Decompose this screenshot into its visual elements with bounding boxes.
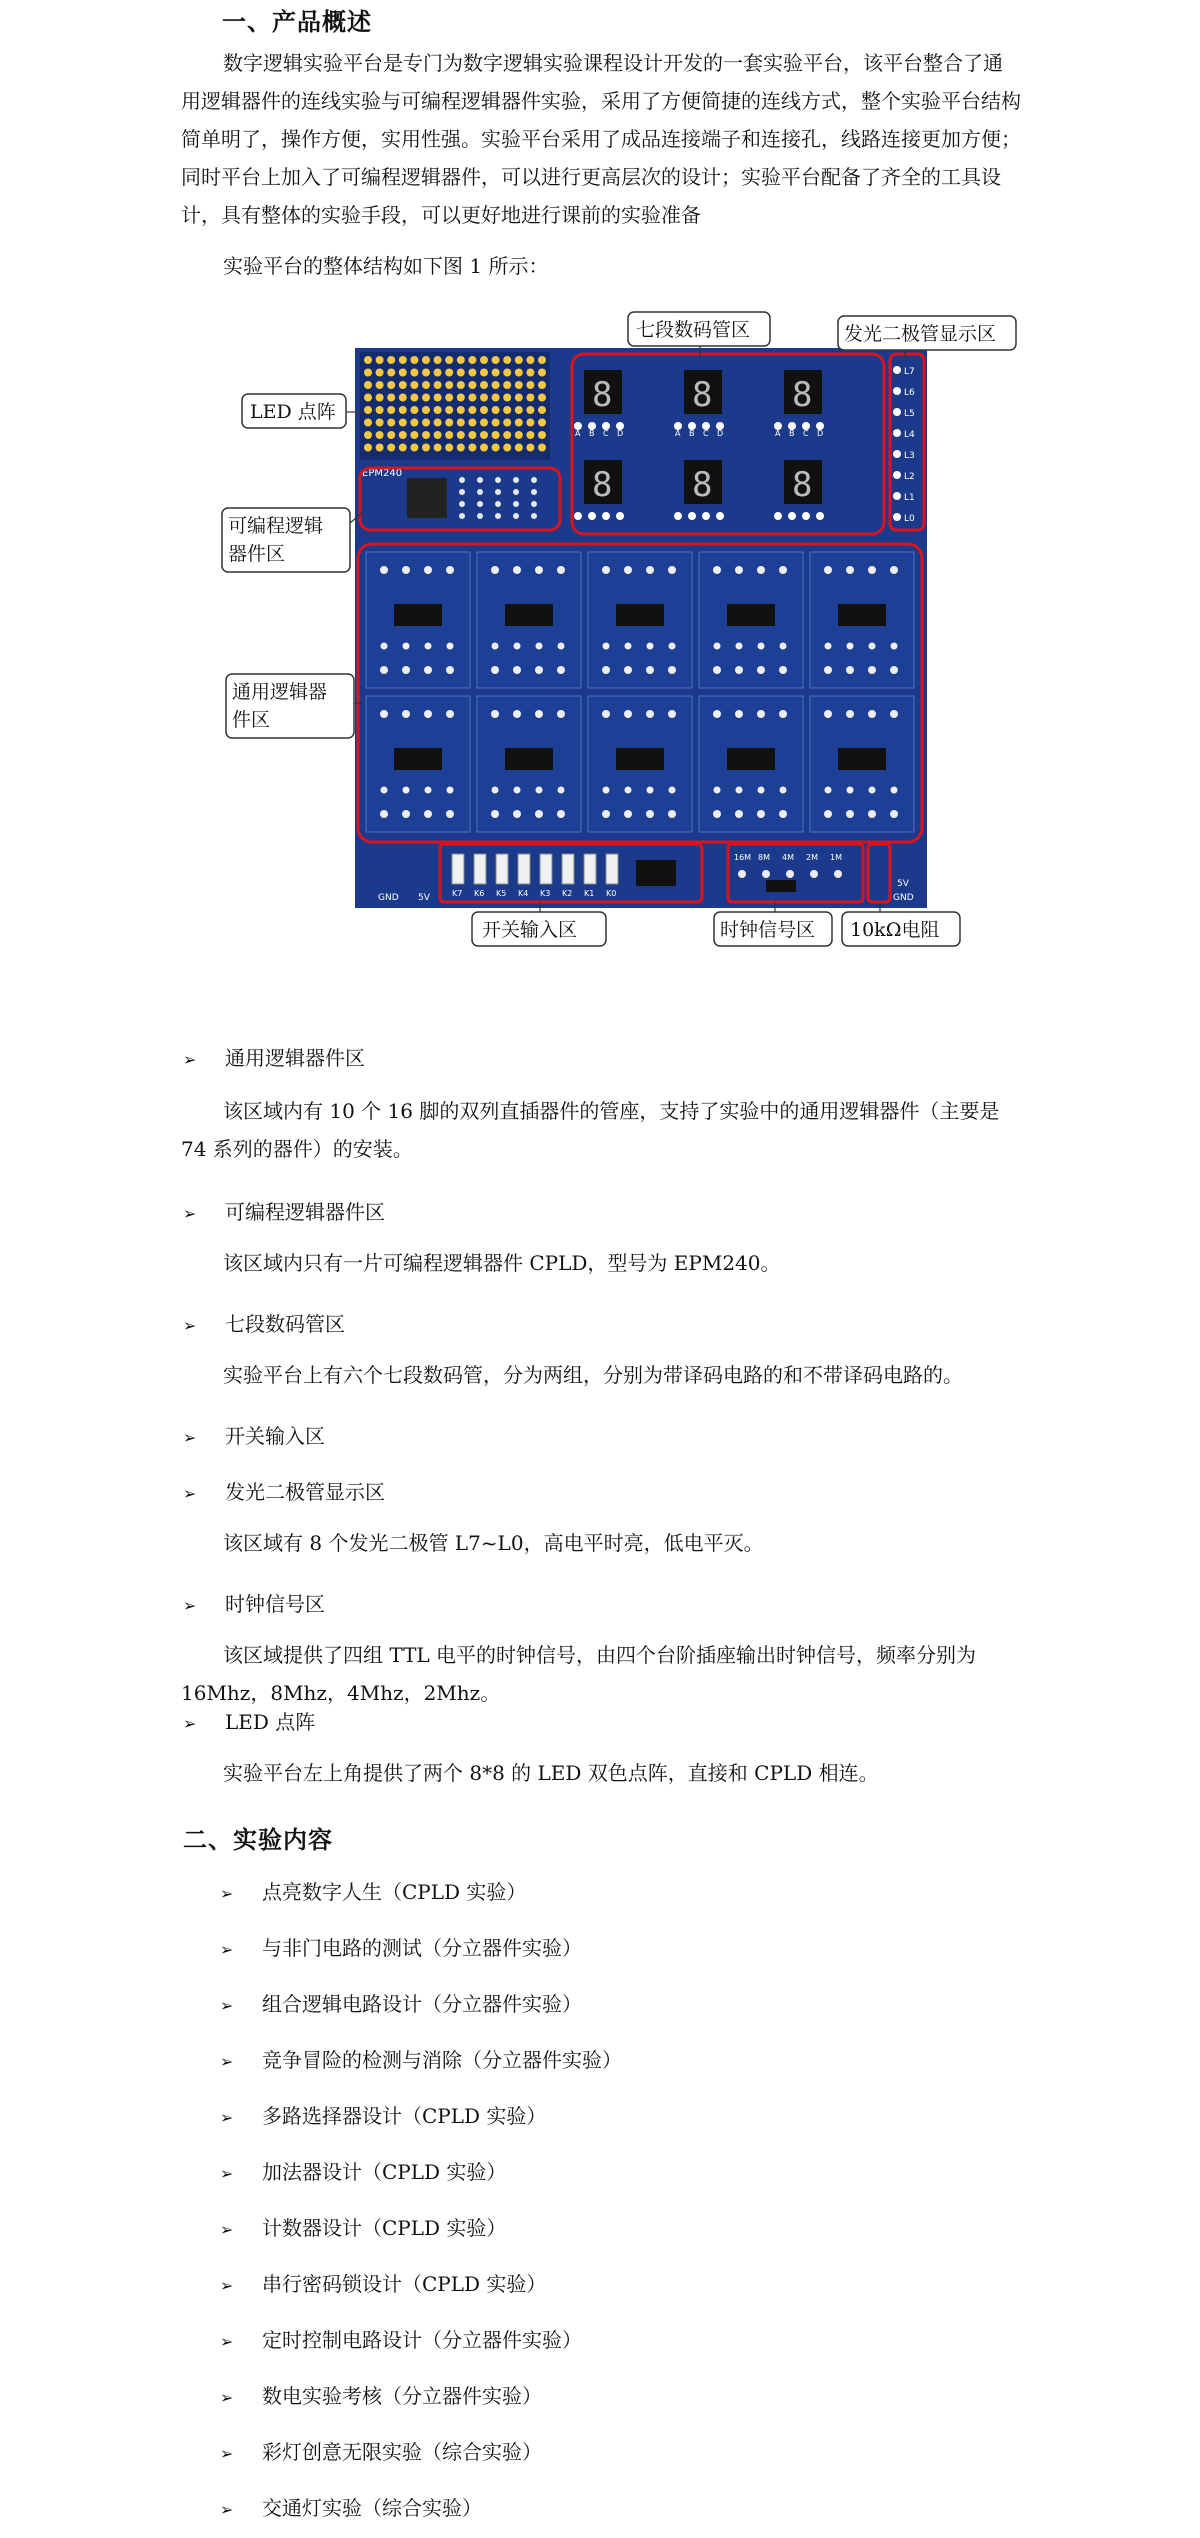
v5-label-right: 5V (897, 879, 909, 889)
arrow-icon: ➢ (183, 1714, 197, 1733)
experiment-item: ➢ 交通灯实验（综合实验） (220, 2496, 482, 2520)
svg-text:K0: K0 (606, 889, 617, 898)
feature-text: 实验平台左上角提供了两个 8*8 的 LED 双色点阵，直接和 CPLD 相连。 (223, 1761, 879, 1785)
svg-text:8: 8 (692, 465, 713, 505)
experiment-item: ➢ 计数器设计（CPLD 实验） (220, 2216, 507, 2240)
figure-reference: 实验平台的整体结构如下图 1 所示： (223, 254, 549, 278)
feature-heading: ➢ 通用逻辑器件区 (183, 1046, 365, 1070)
svg-text:16M: 16M (734, 853, 752, 862)
svg-text:4M: 4M (782, 853, 794, 862)
gnd-label-left: GND (378, 893, 399, 903)
svg-text:8M: 8M (758, 853, 770, 862)
arrow-icon: ➢ (220, 2332, 234, 2351)
arrow-icon: ➢ (220, 2388, 234, 2407)
svg-text:C: C (603, 429, 609, 438)
feature-heading: ➢ 发光二极管显示区 (183, 1480, 385, 1504)
experiment-item: ➢ 与非门电路的测试（分立器件实验） (220, 1936, 582, 1960)
svg-text:2M: 2M (806, 853, 818, 862)
section-title: 一、产品概述 (222, 7, 372, 36)
label-resistor: 10kΩ电阻 (850, 919, 940, 941)
svg-text:K1: K1 (584, 889, 595, 898)
svg-text:D: D (717, 429, 724, 438)
svg-text:K7: K7 (452, 889, 463, 898)
arrow-icon: ➢ (220, 2276, 234, 2295)
section-title-2: 二、实验内容 (183, 1825, 333, 1854)
svg-text:K2: K2 (562, 889, 573, 898)
arrow-icon: ➢ (183, 1316, 197, 1335)
experiment-item: ➢ 竞争冒险的检测与消除（分立器件实验） (220, 2048, 622, 2072)
experiment-item: ➢ 数电实验考核（分立器件实验） (220, 2384, 542, 2408)
svg-text:L6: L6 (904, 388, 915, 398)
svg-text:A: A (575, 429, 581, 438)
svg-text:1M: 1M (830, 853, 842, 862)
feature-heading: ➢ 七段数码管区 (183, 1312, 345, 1336)
arrow-icon: ➢ (220, 2444, 234, 2463)
cpld-chip (407, 478, 447, 518)
feature-text: 该区域内只有一片可编程逻辑器件 CPLD，型号为 EPM240。 (223, 1251, 781, 1275)
feature-text: 该区域提供了四组 TTL 电平的时钟信号，由四个台阶插座输出时钟信号，频率分别为16Mhz，8Mhz，4Mhz，2Mhz。 (181, 1643, 977, 1705)
experiment-item: ➢ 组合逻辑电路设计（分立器件实验） (220, 1992, 582, 2016)
arrow-icon: ➢ (220, 2108, 234, 2127)
board-figure (200, 308, 1020, 958)
svg-text:L0: L0 (904, 514, 915, 524)
arrow-icon: ➢ (220, 2052, 234, 2071)
arrow-icon: ➢ (220, 1940, 234, 1959)
feature-text: 该区域内有 10 个 16 脚的双列直插器件的管座，支持了实验中的通用逻辑器件（主要是 74 系列的器件）的安装。 (181, 1099, 1000, 1161)
svg-text:K5: K5 (496, 889, 507, 898)
svg-text:L4: L4 (904, 430, 915, 440)
svg-text:8: 8 (592, 375, 613, 415)
experiment-item: ➢ 加法器设计（CPLD 实验） (220, 2160, 507, 2184)
experiment-item: ➢ 多路选择器设计（CPLD 实验） (220, 2104, 547, 2128)
label-seven-seg: 七段数码管区 (636, 319, 751, 341)
experiment-item: ➢ 串行密码锁设计（CPLD 实验） (220, 2272, 547, 2296)
experiment-item: ➢ 彩灯创意无限实验（综合实验） (220, 2440, 542, 2464)
svg-text:L3: L3 (904, 451, 915, 461)
arrow-icon: ➢ (220, 2220, 234, 2239)
svg-text:8: 8 (792, 375, 813, 415)
arrow-icon: ➢ (220, 1996, 234, 2015)
svg-text:A: A (675, 429, 681, 438)
svg-text:L5: L5 (904, 409, 915, 419)
arrow-icon: ➢ (220, 2164, 234, 2183)
epm-label: EPM240 (362, 468, 403, 479)
arrow-icon: ➢ (183, 1596, 197, 1615)
svg-text:A: A (775, 429, 781, 438)
arrow-icon: ➢ (183, 1428, 197, 1447)
label-clock: 时钟信号区 (720, 919, 816, 941)
arrow-icon: ➢ (183, 1050, 197, 1069)
svg-text:K6: K6 (474, 889, 485, 898)
svg-text:L1: L1 (904, 493, 915, 503)
svg-text:8: 8 (792, 465, 813, 505)
svg-text:B: B (589, 429, 595, 438)
arrow-icon: ➢ (220, 1884, 234, 1903)
svg-text:B: B (789, 429, 795, 438)
svg-text:K3: K3 (540, 889, 551, 898)
svg-text:B: B (689, 429, 695, 438)
feature-text: 该区域有 8 个发光二极管 L7~L0，高电平时亮，低电平灭。 (223, 1531, 764, 1555)
arrow-icon: ➢ (183, 1204, 197, 1223)
svg-text:K4: K4 (518, 889, 529, 898)
label-programmable-2: 器件区 (228, 543, 286, 565)
feature-text: 实验平台上有六个七段数码管，分为两组，分别为带译码电路的和不带译码电路的。 (223, 1363, 963, 1387)
gnd-label-right: GND (893, 893, 914, 903)
arrow-icon: ➢ (183, 1484, 197, 1503)
svg-text:8: 8 (692, 375, 713, 415)
svg-text:8: 8 (592, 465, 613, 505)
svg-text:C: C (703, 429, 709, 438)
circuit-board (355, 348, 927, 908)
feature-heading: ➢ LED 点阵 (183, 1710, 316, 1734)
v5-label-left: 5V (418, 893, 430, 903)
svg-text:C: C (803, 429, 809, 438)
feature-heading: ➢ 开关输入区 (183, 1424, 325, 1448)
svg-text:L7: L7 (904, 367, 915, 377)
arrow-icon: ➢ (220, 2500, 234, 2519)
feature-heading: ➢ 时钟信号区 (183, 1592, 325, 1616)
label-general-1: 通用逻辑器 (232, 681, 328, 703)
label-led-matrix: LED 点阵 (250, 401, 336, 423)
intro-paragraph: 数字逻辑实验平台是专门为数字逻辑实验课程设计开发的一套实验平台，该平台整合了通用逻辑器件的连线实验与可编程逻辑器件实验，采用了方便简捷的连线方式，整个实验平台结构简单明了，操作方便，实用性强。实验平台采用了成品连接端子和连接孔，线路连接更加方便；同时平台上加入了可编程逻辑器件，可以进行更高层次的设计；实验平台配备了齐全的工具设计，具有整体的实验手段，可以更好地进行课前的实验准备 (181, 51, 1021, 227)
label-switch: 开关输入区 (482, 919, 578, 941)
svg-text:D: D (817, 429, 824, 438)
label-general-2: 件区 (232, 709, 271, 731)
svg-text:D: D (617, 429, 624, 438)
label-programmable-1: 可编程逻辑 (228, 515, 324, 537)
label-led-display: 发光二极管显示区 (844, 323, 997, 345)
experiment-item: ➢ 点亮数字人生（CPLD 实验） (220, 1880, 527, 1904)
feature-heading: ➢ 可编程逻辑器件区 (183, 1200, 385, 1224)
experiment-item: ➢ 定时控制电路设计（分立器件实验） (220, 2328, 582, 2352)
svg-text:L2: L2 (904, 472, 915, 482)
